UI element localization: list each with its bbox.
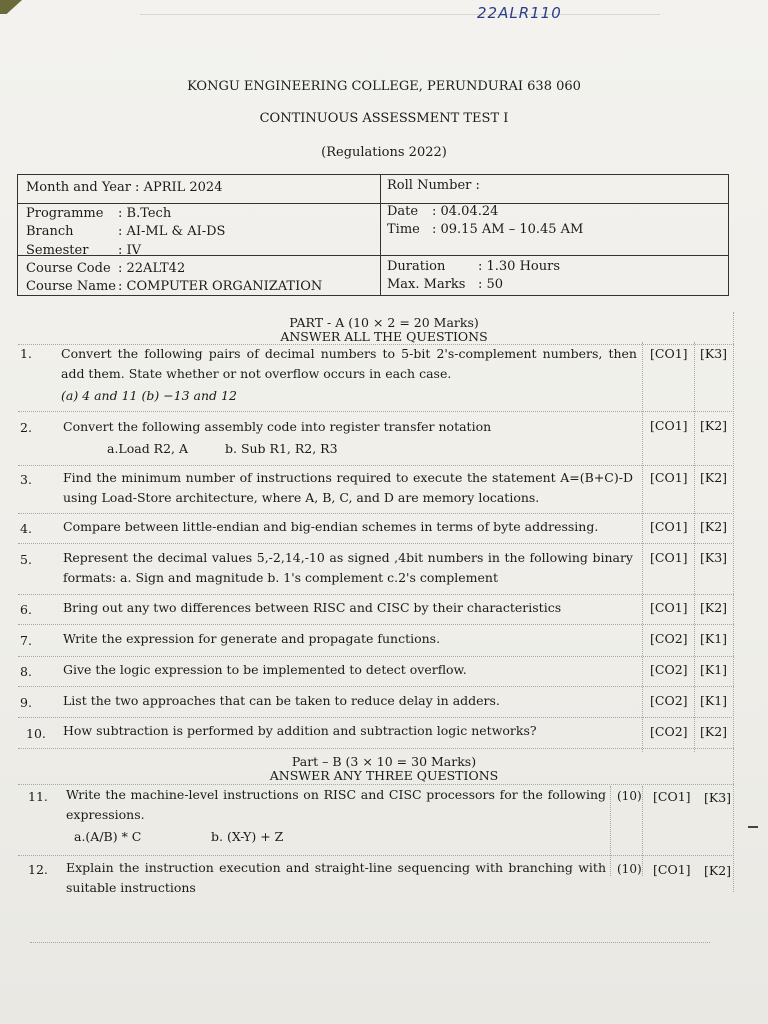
course-name-value: : COMPUTER ORGANIZATION [118, 279, 323, 294]
knowledge-level: [K2] [700, 600, 728, 615]
knowledge-level: [K2] [700, 724, 728, 739]
course-outcome: [CO1] [650, 470, 688, 485]
row-separator [18, 717, 734, 718]
top-edge-line [140, 14, 660, 15]
co-column-line [642, 786, 643, 876]
time-value: : 09.15 AM – 10.45 AM [432, 222, 584, 237]
question-number: 4. [20, 521, 32, 536]
question-text: Write the expression for generate and propagate functions. [63, 631, 441, 646]
course-outcome: [CO1] [653, 789, 691, 804]
max-marks-value: : 50 [478, 277, 504, 292]
semester-value: : IV [118, 243, 142, 258]
question-text: Give the logic expression to be implemented to detect overflow. [63, 662, 467, 677]
question-text: Compare between little-endian and big-endian schemes in terms of byte addressing. [63, 519, 599, 534]
question-text: Explain the instruction execution and straight-line sequencing with branching with suitable instructions [66, 860, 606, 895]
question-subpart-a: a.(A/B) * C [74, 829, 142, 844]
part-a-title: PART - A (10 × 2 = 20 Marks) [289, 315, 479, 330]
corner-mark [0, 0, 22, 14]
question-marks: (10) [617, 862, 642, 876]
knowledge-level: [K2] [700, 418, 728, 433]
co-column-line [642, 342, 643, 752]
question-number: 12. [28, 862, 48, 877]
knowledge-level: [K1] [700, 693, 728, 708]
row-separator [18, 656, 734, 657]
college-name: KONGU ENGINEERING COLLEGE, PERUNDURAI 638 060 [187, 79, 581, 94]
test-title: CONTINUOUS ASSESSMENT TEST I [259, 111, 509, 126]
knowledge-level: [K1] [700, 662, 728, 677]
part-a-instruction: ANSWER ALL THE QUESTIONS [280, 329, 488, 344]
row-separator [30, 942, 710, 943]
knowledge-level: [K3] [704, 790, 732, 805]
roll-number-handwritten: 22ALR110 [477, 4, 562, 22]
course-code-label: Course Code [26, 261, 111, 276]
semester-label: Semester [26, 243, 89, 258]
course-outcome: [CO1] [650, 519, 688, 534]
question-number: 1. [20, 346, 32, 361]
question-text: Convert the following pairs of decimal numbers to 5-bit 2's-complement numbers, then add them. State whether or not overflow occurs in each case. [61, 346, 637, 381]
course-outcome: [CO1] [650, 550, 688, 565]
duration-value: : 1.30 Hours [478, 259, 561, 274]
question-subpart-b: b. (X-Y) + Z [211, 829, 284, 844]
question-text: Represent the decimal values 5,-2,14,-10 as signed ,4bit numbers in the following binary formats: a. Sign and magnitude b. 1's complement c.2's complement [63, 550, 633, 585]
date-value: : 04.04.24 [432, 204, 499, 219]
knowledge-level: [K3] [700, 346, 728, 361]
question-number: 3. [20, 472, 32, 487]
row-separator [18, 624, 734, 625]
row-separator [18, 686, 734, 687]
question-number: 5. [20, 552, 32, 567]
margin-mark [748, 826, 758, 828]
table-row-line [18, 203, 728, 204]
course-outcome: [CO1] [650, 418, 688, 433]
question-text: Convert the following assembly code into register transfer notation [63, 419, 492, 434]
knowledge-level: [K1] [700, 631, 728, 646]
course-name-label: Course Name [26, 279, 117, 294]
programme-value: : B.Tech [118, 206, 172, 221]
question-number: 7. [20, 633, 32, 648]
question-text: List the two approaches that can be taken to reduce delay in adders. [63, 693, 500, 708]
row-separator [18, 748, 734, 749]
question-number: 11. [28, 789, 48, 804]
question-subparts: (a) 4 and 11 (b) −13 and 12 [61, 388, 237, 403]
question-text: Bring out any two differences between RISC and CISC by their characteristics [63, 600, 562, 615]
question-number: 8. [20, 664, 32, 679]
question-subpart-a: a.Load R2, A [107, 441, 189, 456]
row-separator [18, 411, 734, 412]
row-separator [18, 513, 734, 514]
part-b-instruction: ANSWER ANY THREE QUESTIONS [269, 768, 499, 783]
course-outcome: [CO1] [650, 346, 688, 361]
marks-column-line [610, 786, 611, 876]
date-label: Date [387, 204, 419, 219]
course-code-value: : 22ALT42 [118, 261, 186, 276]
course-outcome: [CO2] [650, 631, 688, 646]
question-number: 2. [20, 420, 32, 435]
branch-value: : AI-ML & AI-DS [118, 224, 226, 239]
branch-label: Branch [26, 224, 74, 239]
knowledge-level: [K3] [700, 550, 728, 565]
course-outcome: [CO2] [650, 724, 688, 739]
course-outcome: [CO2] [650, 662, 688, 677]
course-outcome: [CO1] [653, 862, 691, 877]
max-marks-label: Max. Marks [387, 277, 466, 292]
knowledge-level: [K2] [700, 519, 728, 534]
knowledge-level: [K2] [700, 470, 728, 485]
roll-number-label: Roll Number : [387, 178, 480, 193]
row-separator [18, 855, 734, 856]
question-marks: (10) [617, 789, 642, 803]
knowledge-level: [K2] [704, 863, 732, 878]
course-outcome: [CO1] [650, 600, 688, 615]
programme-label: Programme [26, 206, 104, 221]
time-label: Time [387, 222, 420, 237]
row-separator [18, 594, 734, 595]
question-number: 6. [20, 602, 32, 617]
right-border-line [733, 312, 734, 892]
regulations: (Regulations 2022) [321, 145, 447, 160]
question-number: 10. [26, 726, 46, 741]
table-divider [380, 175, 381, 295]
course-outcome: [CO2] [650, 693, 688, 708]
k-column-line [694, 342, 695, 752]
question-text: Find the minimum number of instructions required to execute the statement A=(B+C)-D using Load-Store architecture, where A, B, C, and D are memory locations. [63, 470, 633, 505]
row-separator [18, 543, 734, 544]
question-subpart-b: b. Sub R1, R2, R3 [225, 441, 338, 456]
row-separator [18, 465, 734, 466]
question-text: How subtraction is performed by addition and subtraction logic networks? [63, 723, 537, 738]
month-year: Month and Year : APRIL 2024 [26, 180, 223, 195]
question-number: 9. [20, 695, 32, 710]
part-b-title: Part – B (3 × 10 = 30 Marks) [291, 754, 477, 769]
duration-label: Duration [387, 259, 446, 274]
exam-info-table [17, 174, 729, 296]
question-text: Write the machine-level instructions on RISC and CISC processors for the following expressions. [66, 787, 606, 822]
